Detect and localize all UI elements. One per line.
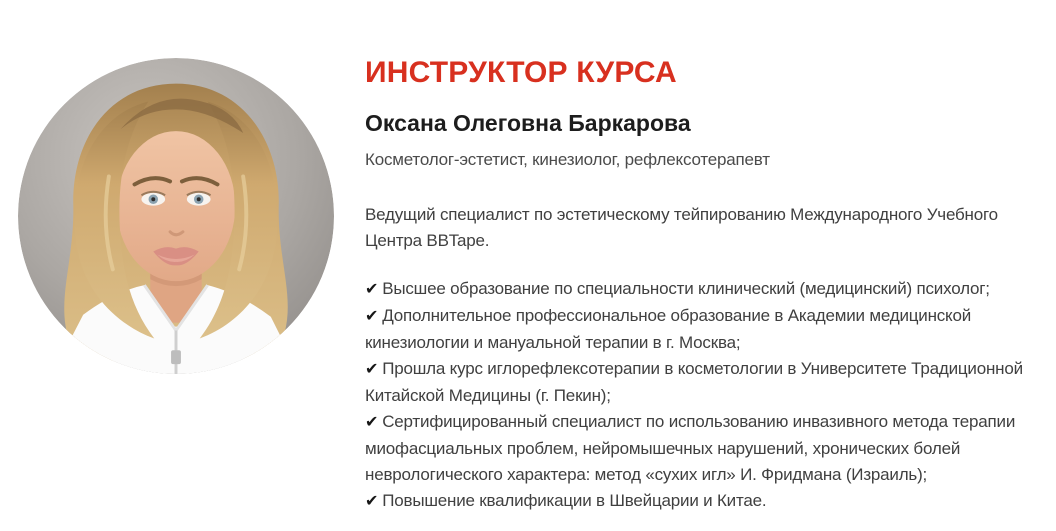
- check-icon: ✔: [365, 361, 379, 378]
- credential-item: [365, 356, 1053, 409]
- instructor-specialties: Косметолог-эстетист, кинезиолог, рефлексотерапевт: [365, 150, 770, 169]
- credential-text: Дополнительное профессиональное образование в Академии медицинской кинезиологии и мануальной терапии в г. Москва;: [365, 306, 972, 352]
- instructor-summary: Ведущий специалист по эстетическому тейпированию Международного Учебного Центра BBTape.: [365, 205, 998, 250]
- section-title: ИНСТРУКТОР КУРСА: [365, 56, 677, 89]
- instructor-name: Оксана Олеговна Баркарова: [365, 110, 691, 136]
- credential-text: Высшее образование по специальности клинический (медицинский) психолог;: [382, 279, 990, 298]
- credential-text: Сертифицированный специалист по использованию инвазивного метода терапии миофасциальных проблем, нейромышечных нарушений, хронических болей неврологического характера: метод «сухих игл» И. Фридмана (Израиль);: [365, 412, 1016, 484]
- check-icon: ✔: [365, 414, 379, 431]
- credential-item: [365, 276, 1053, 303]
- instructor-photo: [18, 58, 334, 374]
- credentials-list: [365, 276, 1053, 515]
- check-icon: ✔: [365, 281, 379, 298]
- credential-item: [365, 409, 1053, 488]
- credential-item: [365, 303, 1053, 356]
- credential-text: Повышение квалификации в Швейцарии и Китае.: [382, 491, 767, 510]
- instructor-content: [365, 55, 1053, 515]
- credential-text: Прошла курс иглорефлексотерапии в косметологии в Университете Традиционной Китайской Медицины (г. Пекин);: [365, 359, 1023, 405]
- check-icon: ✔: [365, 308, 379, 325]
- check-icon: ✔: [365, 493, 379, 510]
- credential-item: [365, 488, 1053, 515]
- instructor-portrait-graphic: [18, 58, 334, 374]
